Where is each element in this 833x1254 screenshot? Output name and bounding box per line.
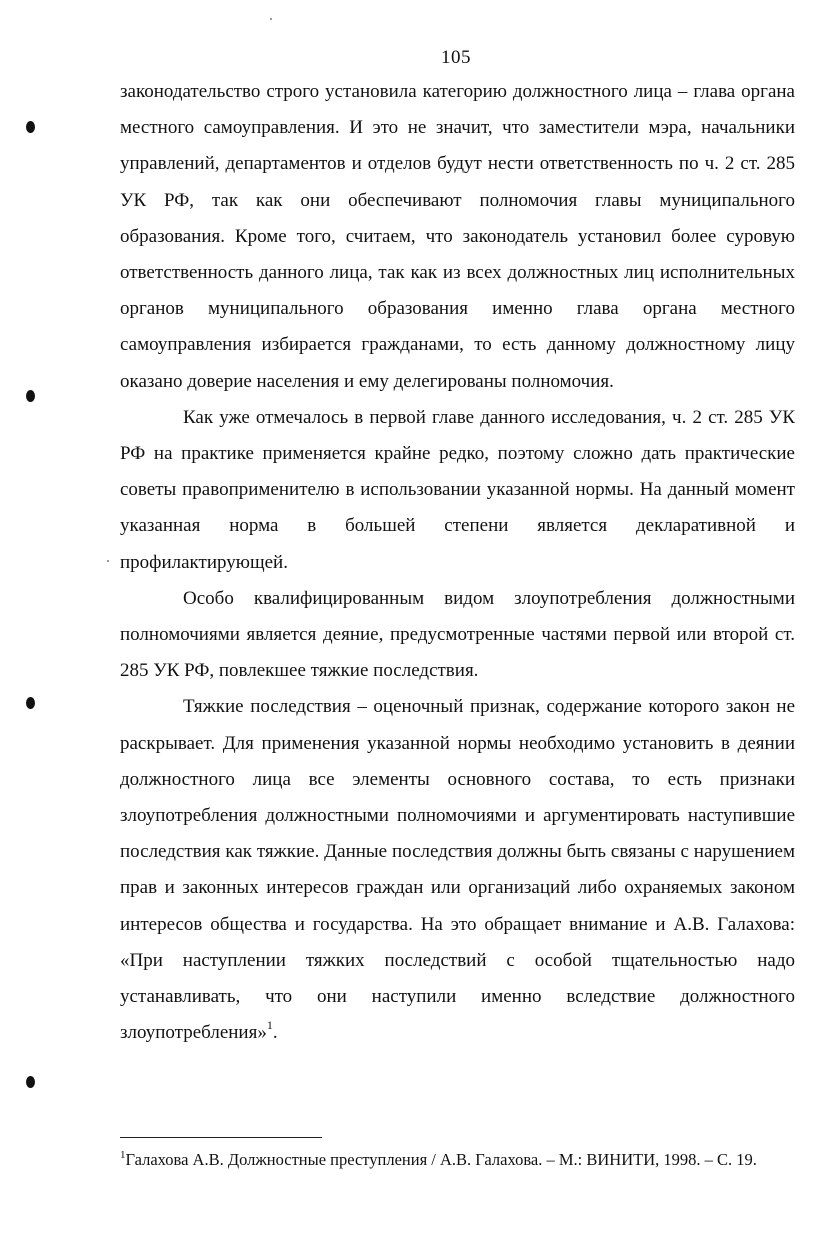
binder-hole-mark — [26, 1076, 35, 1088]
scan-speck — [107, 560, 109, 562]
body-text — [120, 74, 795, 1051]
binder-hole-mark — [26, 697, 35, 709]
footnote-text: Галахова А.В. Должностные преступления / А.В. Галахова. – М.: ВИНИТИ, 1998. – С. 19. — [125, 1150, 757, 1169]
paragraph-4-tail: . — [272, 1022, 278, 1044]
paragraph-1: законодательство строго установила категорию должностного лица – глава органа местного самоуправления. И это не значит, что заместители мэра, начальники управлений, департаментов и отделов будут нести ответственность по ч. 2 ст. 285 УК РФ, так как они обеспечивают полномочия главы муниципального образования. Кроме того, считаем, что законодатель установил более суровую ответственность данного лица, так как из всех должностных лиц исполнительных органов муниципального образования именно глава органа местного самоуправления избирается гражданами, то есть данному должностному лицу оказано доверие населения и ему делегированы полномочия. — [120, 81, 795, 392]
paragraph-3: Особо квалифицированным видом злоупотребления должностными полномочиями является деяние, предусмотренные частями первой или второй ст. 285 УК РФ, повлекшее тяжкие последствия. — [120, 587, 795, 682]
footnote-separator — [120, 1137, 322, 1138]
paragraph-2: Как уже отмечалось в первой главе данного исследования, ч. 2 ст. 285 УК РФ на практике применяется крайне редко, поэтому сложно дать практические советы правоприменителю в использовании указанной нормы. На данный момент указанная норма в большей степени является декларативной и профилактирующей. — [120, 406, 795, 573]
page-number: 105 — [441, 47, 471, 68]
binder-hole-mark — [26, 121, 35, 133]
footnote-reference[interactable]: 1 — [266, 1018, 273, 1033]
binder-hole-mark — [26, 390, 35, 402]
scan-speck — [270, 18, 272, 20]
paragraph-4 — [120, 689, 795, 1051]
footnote — [120, 1149, 820, 1171]
footnote-mark: 1 — [120, 1149, 126, 1161]
paragraph-4-text: Тяжкие последствия – оценочный признак, содержание которого закон не раскрывает. Для применения указанной нормы необходимо установить в деянии должностного лица все элементы основного состава, то есть признаки злоупотребления должностными полномочиями и аргументировать наступившие последствия как тяжкие. Данные последствия должны быть связаны с нарушением прав и законных интересов граждан или организаций либо охраняемых законом интересов общества и государства. На это обращает внимание и А.В. Галахова: «При наступлении тяжких последствий с особой тщательностью надо устанавливать, что они наступили именно вследствие должностного злоупотребления» — [120, 696, 795, 1044]
